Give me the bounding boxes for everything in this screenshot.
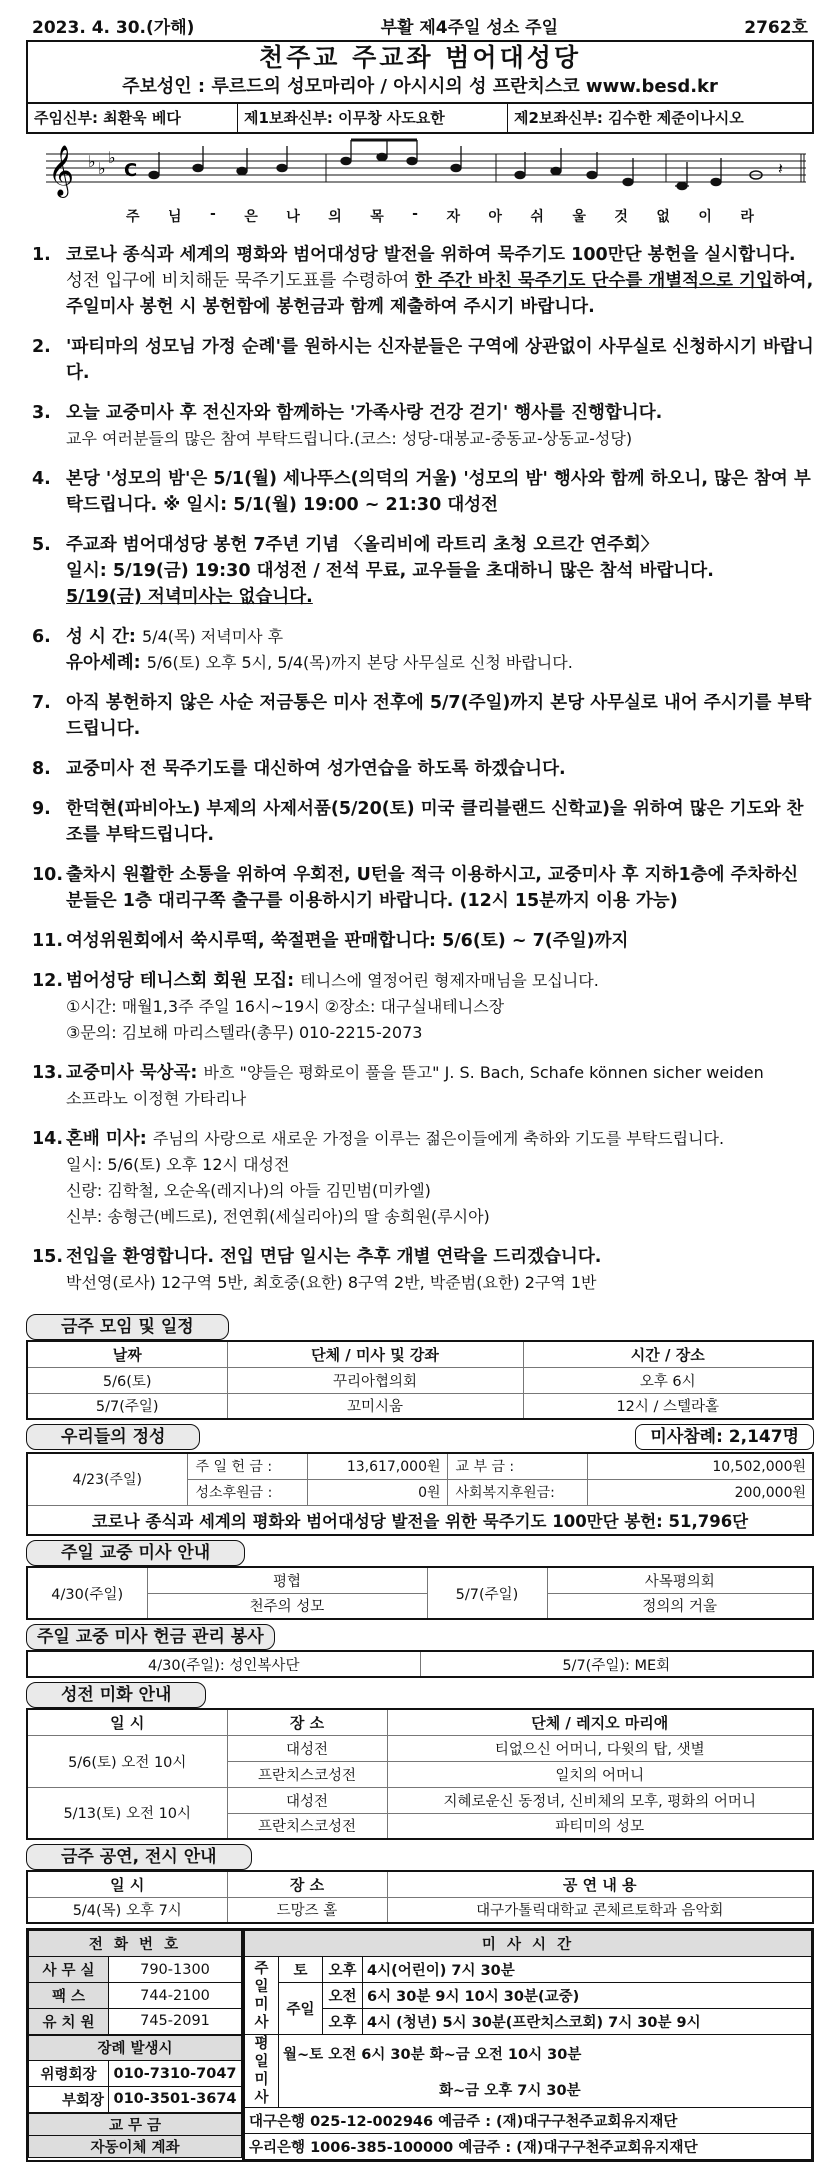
svg-text:♭: ♭	[88, 152, 96, 171]
assistant-priest-1: 제1보좌신부: 이무창 사도요한	[238, 104, 508, 132]
lyric-syllable: 의	[328, 209, 342, 225]
notice-10: 10. 출차시 원활한 소통을 위하여 우회전, U턴을 적극 이용하시고, 교중미사 후 지하1층에 주차하신 분들은 1층 대리구쪽 출구를 이용하시기 바랍니다. (12시 15분까지 이용 가능)	[32, 865, 799, 911]
table-row: 5/6(토) 꾸리아협의회 오후 6시	[27, 1367, 813, 1393]
sunday-mass-label: 주일 교중 미사 안내	[26, 1540, 245, 1566]
lyric-syllable: 울	[572, 209, 586, 225]
pastor: 주임신부: 최환욱 베다	[28, 104, 238, 132]
svg-text:𝄽: 𝄽	[778, 159, 783, 178]
parish-title: 천주교 주교좌 범어대성당	[258, 43, 582, 72]
mass-time-table: 미 사 시 간 주일 미사 토 오후 4시(어린이) 7시 30분 주일 오전 6시 30분 9시 10시 30분(교중) 오후 4시 (청년) 5시 30분(프란치스코회) 7시 30분 9시 평일 미사 월~토 오전 6시 30분 화~금 오전 10시 30분 화~금 오후 7시 30분 대구은행 025-12-002946 예금주 : (재)대구구천주교회유지재단 우리은행 1006-385-100000 예금주 : (재)대구구천주교회유지재단	[244, 1930, 812, 2160]
lyric-syllable: 이	[698, 209, 712, 225]
top-line	[26, 8, 814, 38]
contact-mass-block	[26, 1928, 814, 2162]
music-notation-icon	[26, 138, 814, 206]
lyric-syllable: 나	[286, 209, 300, 225]
mass-attendance: 미사참례: 2,147명	[635, 1424, 814, 1450]
performance-table: 일 시 장 소 공 연 내 용 5/4(목) 오후 7시 드망즈 홀 대구가톨릭대학교 콘체르토학과 음악회	[26, 1870, 814, 1924]
header-box	[26, 40, 814, 104]
gatherings-label: 금주 모임 및 일정	[26, 1314, 229, 1340]
notice-6: 6. 성 시 간: 5/4(목) 저녁미사 후 유아세례: 5/6(토) 오후 5시, 5/4(목)까지 본당 사무실로 신청 바랍니다.	[32, 627, 573, 673]
money-service-table: 4/30(주일): 성인복사단 5/7(주일): ME회	[26, 1650, 814, 1678]
phone-table: 전 화 번 호 사 무 실 790-1300 팩 스 744-2100 유 치 원 745-2091 장례 발생시 위령회장 010-7310-7047 부회장 010-3501-3674 교 무 금 자동이체 계좌	[28, 1930, 242, 2158]
notices-list	[26, 242, 814, 1296]
lyric-syllable: 라	[740, 209, 754, 225]
lyric-syllable: 쉬	[530, 209, 544, 225]
lyric-syllable: 아	[488, 209, 502, 225]
decoration-table: 일 시 장 소 단체 / 레지오 마리애 5/6(토) 오전 10시 대성전 티없으신 어머니, 다윗의 탑, 샛별 프란치스코성전 일치의 어머니 5/13(토) 오전 10시 대성전 지혜로운신 동정녀, 신비체의 모후, 평화의 어머니 프란치스코성전 파티미의 성모	[26, 1708, 814, 1840]
offering-table: 4/23(주일) 주 일 헌 금 : 13,617,000원 교 부 금 : 10,502,000원 성소후원금 : 0원 사회복지후원금: 200,000원 코로나 종식과 세계의 평화와 범어대성당 발전을 위한 묵주기도 100만단 봉헌: 51,796단	[26, 1452, 814, 1536]
lyric-syllable: -	[209, 206, 216, 222]
music-staff	[26, 138, 814, 206]
money-service-label: 주일 교중 미사 헌금 관리 봉사	[26, 1624, 275, 1650]
lyric-syllable: 자	[446, 209, 460, 225]
lyric-syllable: 주	[126, 209, 140, 225]
decoration-label: 성전 미화 안내	[26, 1682, 206, 1708]
rosary-total: 코로나 종식과 세계의 평화와 범어대성당 발전을 위한 묵주기도 100만단 봉헌: 51,796단	[27, 1505, 813, 1535]
lyrics-row	[26, 206, 814, 228]
patron-line: 주보성인 : 루르드의 성모마리아 / 아시시의 성 프란치스코 www.besd.kr	[122, 76, 718, 97]
notice-13: 13. 교중미사 묵상곡: 바흐 "양들은 평화로이 풀을 뜯고" J. S. Bach, Schafe können sicher weiden 소프라노 이정현 가타리나	[32, 1063, 764, 1108]
performance-label: 금주 공연, 전시 안내	[26, 1844, 252, 1870]
notice-9: 9. 한덕현(파비아노) 부제의 사제서품(5/20(토) 미국 클리블랜드 신학교)을 위하여 많은 기도와 찬조를 부탁드립니다.	[32, 799, 804, 845]
lyric-syllable: 목	[370, 209, 384, 225]
notice-1: 1. 코로나 종식과 세계의 평화와 범어대성당 발전을 위하여 묵주기도 100만단 봉헌을 실시합니다. 성전 입구에 비치해둔 묵주기도표를 수령하여 한 주간 바친 묵주기도 단수를 개별적으로 기입하여, 주일미사 봉헌 시 봉헌함에 봉헌금과 함께 제출하여 주시기 바랍니다.	[32, 245, 814, 317]
notice-15: 15. 전입을 환영합니다. 전입 면담 일시는 추후 개별 연락을 드리겠습니다. 박선영(로사) 12구역 5반, 최호중(요한) 8구역 2반, 박준범(요한) 2구역 1반	[32, 1247, 602, 1292]
issue-number: 2762호	[744, 18, 808, 38]
notice-2: 2. '파티마의 성모님 가정 순례'를 원하시는 신자분들은 구역에 상관없이 사무실로 신청하시기 바랍니다.	[32, 337, 814, 383]
gatherings-table: 날짜 단체 / 미사 및 강좌 시간 / 장소 5/6(토) 꾸리아협의회 오후 6시 5/7(주일) 꼬미시움 12시 / 스텔라홀	[26, 1340, 814, 1420]
notice-7: 7. 아직 봉헌하지 않은 사순 저금통은 미사 전후에 5/7(주일)까지 본당 사무실로 내어 주시기를 부탁드립니다.	[32, 693, 812, 739]
issue-date: 2023. 4. 30.(가해)	[32, 18, 195, 38]
lyric-syllable: 은	[244, 209, 258, 225]
notice-5: 5. 주교좌 범어대성당 봉헌 7주년 기념 〈올리비에 라트리 초청 오르간 연주회〉 일시: 5/19(금) 19:30 대성전 / 전석 무료, 교우들을 초대하니 많은 참석 바랍니다. 5/19(금) 저녁미사는 없습니다.	[32, 535, 714, 607]
priests-row	[28, 104, 812, 132]
lyric-syllable: 것	[614, 209, 628, 225]
notice-12: 12. 범어성당 테니스회 회원 모집: 테니스에 열정어린 형제자매님을 모십니다. ①시간: 매월1,3주 주일 16시~19시 ②장소: 대구실내테니스장 ③문의: 김보해 마리스텔라(총무) 010-2215-2073	[32, 971, 599, 1042]
svg-text:𝄞: 𝄞	[48, 145, 75, 196]
assistant-priest-2: 제2보좌신부: 김수한 제준이나시오	[514, 109, 744, 127]
notice-14: 14. 혼배 미사: 주님의 사랑으로 새로운 가정을 이루는 젊은이들에게 축하와 기도를 부탁드립니다. 일시: 5/6(토) 오후 12시 대성전 신랑: 김학철, 오순옥(레지나)의 아들 김민범(미카엘) 신부: 송형근(베드로), 전연휘(세실리아)의 딸 송희원(루시아)	[32, 1129, 725, 1226]
offering-label: 우리들의 정성	[26, 1424, 200, 1450]
svg-text:♭: ♭	[108, 148, 116, 167]
lyric-syllable: 없	[656, 209, 670, 225]
lyric-syllable: 님	[167, 209, 182, 225]
notice-8: 8. 교중미사 전 묵주기도를 대신하여 성가연습을 하도록 하겠습니다.	[32, 759, 566, 779]
svg-text:♭: ♭	[98, 159, 106, 178]
svg-text:C: C	[124, 160, 138, 181]
notice-11: 11. 여성위원회에서 쑥시루떡, 쑥절편을 판매합니다: 5/6(토) ~ 7(주일)까지	[32, 931, 629, 951]
sunday-mass-table: 4/30(주일) 평협 5/7(주일) 사목평의회 천주의 성모 정의의 거울	[26, 1566, 814, 1620]
notice-3: 3. 오늘 교중미사 후 전신자와 함께하는 '가족사랑 건강 걷기' 행사를 진행합니다. 교우 여러분들의 많은 참여 부탁드립니다.(코스: 성당-대봉교-중동교-상동교-성당)	[32, 403, 663, 448]
liturgical-day: 부활 제4주일 성소 주일	[380, 18, 559, 38]
table-row: 5/7(주일) 꼬미시움 12시 / 스텔라홀	[27, 1393, 813, 1419]
lyric-syllable: -	[412, 206, 418, 222]
notice-4: 4. 본당 '성모의 밤'은 5/1(월) 세나뚜스(의덕의 거울) '성모의 밤' 행사와 함께 하오니, 많은 참여 부탁드립니다. ※ 일시: 5/1(월) 19:00 ~ 21:30 대성전	[32, 469, 811, 515]
